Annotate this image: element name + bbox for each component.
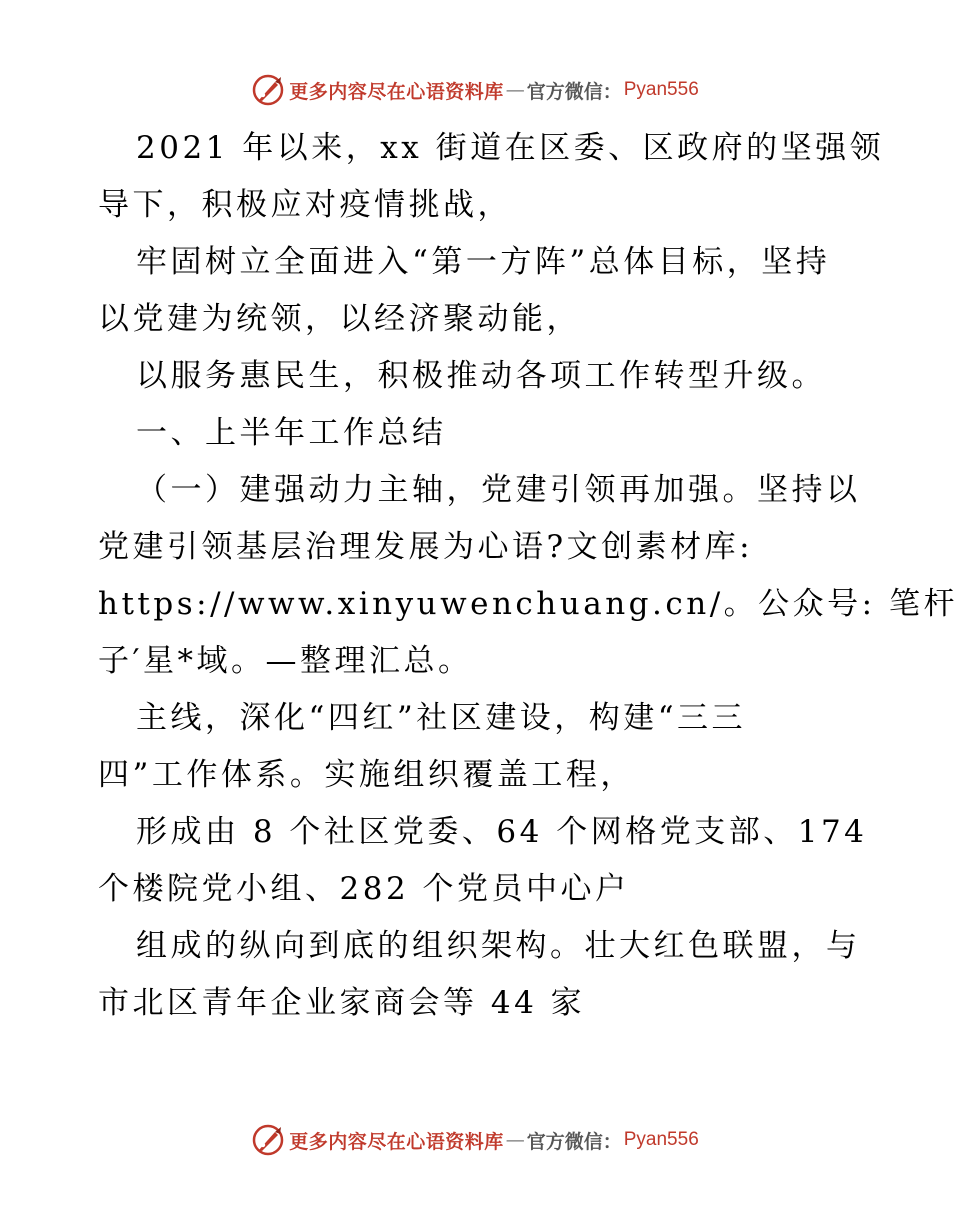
document-line: 党建引领基层治理发展为心语?文创素材库:: [98, 529, 754, 565]
document-line: 市北区青年企业家商会等 44 家: [98, 985, 586, 1021]
document-line: 以党建为统领，以经济聚动能，: [98, 301, 581, 337]
banner-wechat-id: Pyan556: [623, 79, 699, 100]
banner-separator: —: [505, 1129, 525, 1151]
document-line: 个楼院党小组、282 个党员中心户: [98, 871, 630, 907]
quill-pen-logo-icon: [251, 1123, 285, 1157]
document-line: 四”工作体系。实施组织覆盖工程，: [98, 757, 635, 793]
header-watermark-banner: [0, 70, 950, 110]
document-body: [98, 120, 958, 1032]
document-line: 导下，积极应对疫情挑战，: [98, 187, 512, 223]
banner-wechat-id: Pyan556: [623, 1129, 699, 1150]
document-line: 2021 年以来，xx 街道在区委、区政府的坚强领: [136, 130, 885, 166]
quill-pen-logo-icon: [251, 73, 285, 107]
banner-wechat-label: 官方微信：: [526, 1130, 622, 1153]
document-line: 形成由 8 个社区党委、64 个网格党支部、174: [136, 814, 868, 850]
section-heading: 一、上半年工作总结: [136, 415, 447, 451]
banner-lead-text: 更多内容尽在心语资料库: [289, 80, 504, 103]
banner-wechat-label: 官方微信：: [526, 80, 622, 103]
document-line: https://www.xinyuwenchuang.cn/。公众号: 笔杆: [98, 586, 958, 622]
document-line: 子′星*域。—整理汇总。: [98, 643, 473, 679]
banner-separator: —: [505, 79, 525, 101]
document-line: 以服务惠民生，积极推动各项工作转型升级。: [136, 358, 826, 394]
banner-lead-text: 更多内容尽在心语资料库: [289, 1130, 504, 1153]
footer-watermark-banner: [0, 1120, 950, 1160]
document-line: 主线，深化“四红”社区建设，构建“三三: [136, 700, 747, 736]
document-line: 组成的纵向到底的组织架构。壮大红色联盟，与: [136, 928, 861, 964]
document-line: 牢固树立全面进入“第一方阵”总体目标，坚持: [136, 244, 831, 280]
document-line: （一）建强动力主轴，党建引领再加强。坚持以: [136, 472, 861, 508]
